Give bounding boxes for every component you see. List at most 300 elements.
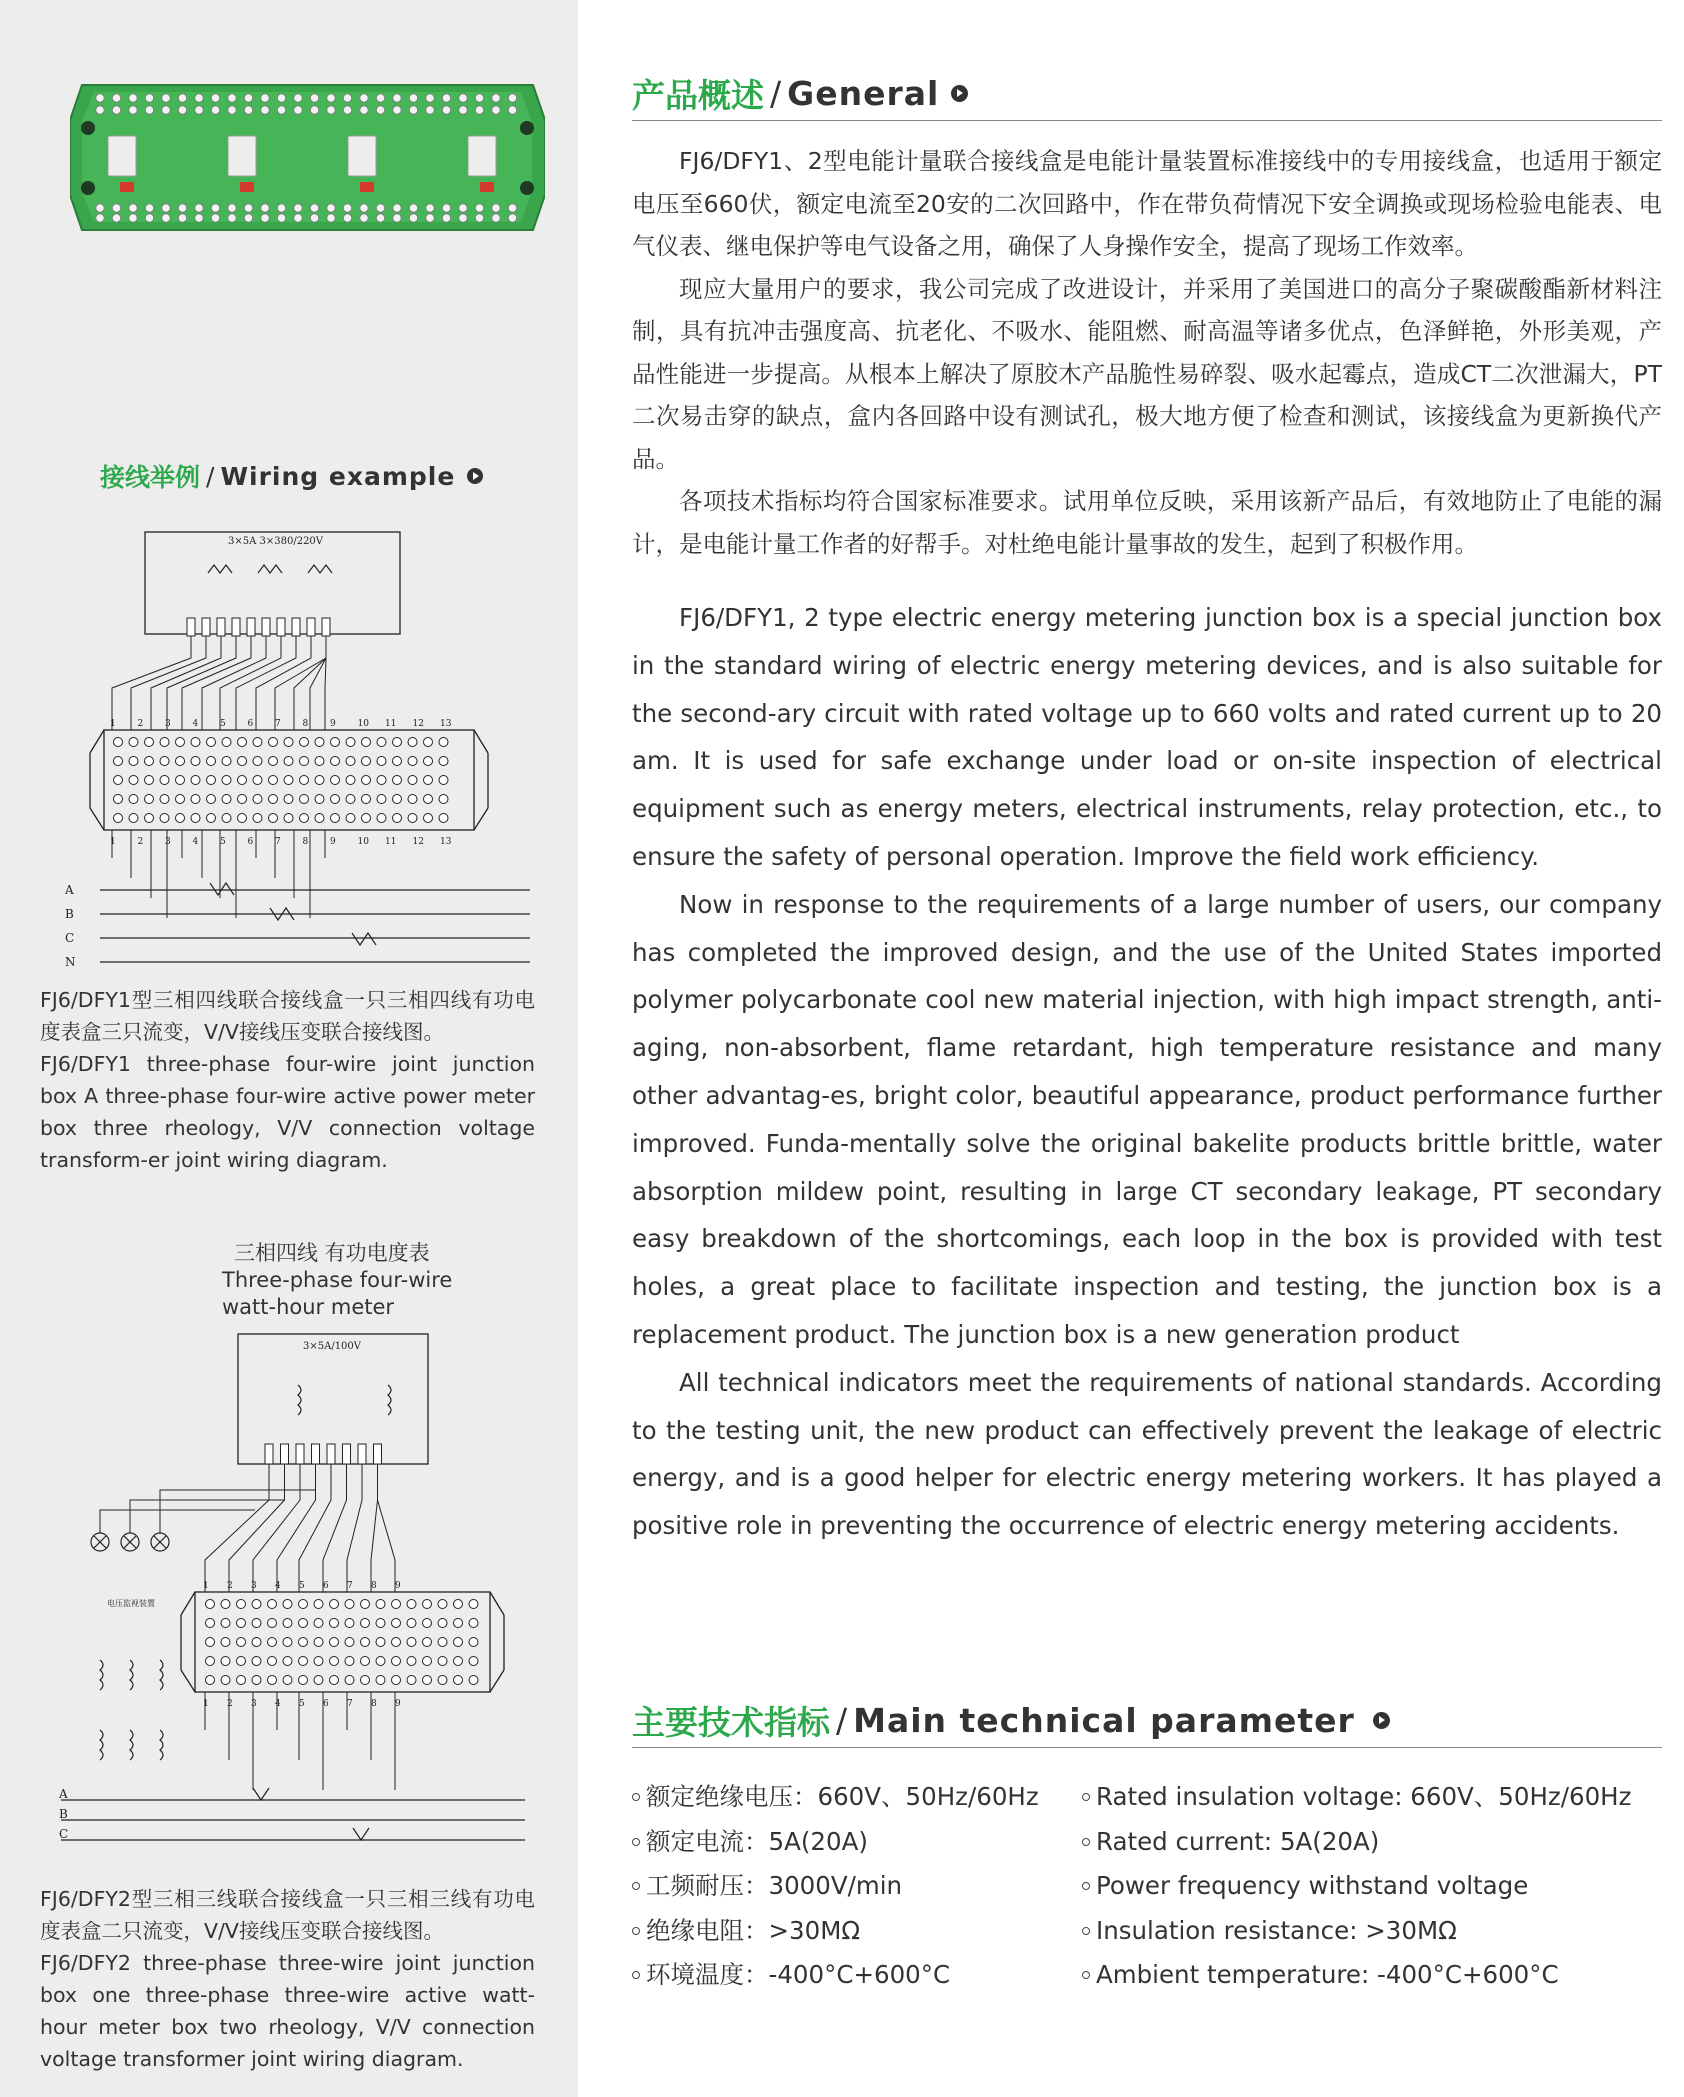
terminal-hole <box>129 757 138 766</box>
terminal-hole <box>253 795 262 804</box>
meter-terminals-2 <box>265 1444 382 1464</box>
terminal-hole <box>145 738 154 747</box>
param-cn-item <box>632 1775 1039 1820</box>
terminal-hole <box>377 814 386 823</box>
product-photo-junction-box <box>70 70 545 245</box>
screw-dot <box>178 214 186 222</box>
param-en-text: Insulation resistance: >30MΩ <box>1096 1915 1457 1945</box>
screw-dot <box>261 204 269 212</box>
parameter-divider <box>632 1747 1662 1748</box>
terminal-hole <box>314 1619 323 1628</box>
terminal-number: 7 <box>347 1699 353 1709</box>
terminal-hole <box>299 1638 308 1647</box>
screw-dot <box>310 214 318 222</box>
screw-dot <box>261 214 269 222</box>
terminal-hole <box>393 738 402 747</box>
terminal-hole <box>424 776 433 785</box>
terminal-hole <box>191 738 200 747</box>
screw-dot <box>162 106 170 114</box>
terminal-number: 2 <box>227 1699 233 1709</box>
terminal-holes <box>114 738 449 823</box>
terminal-hole <box>377 795 386 804</box>
terminal-hole <box>331 814 340 823</box>
meter-terminal <box>374 1444 382 1464</box>
terminal-hole <box>408 757 417 766</box>
terminal-hole <box>300 795 309 804</box>
bullet-icon <box>1082 1971 1090 1979</box>
terminal-hole <box>253 814 262 823</box>
terminal-hole <box>423 1600 432 1609</box>
caption-diagram-1 <box>40 984 535 1176</box>
screw-dot <box>442 106 450 114</box>
terminal-number: 3 <box>165 837 171 847</box>
terminal-hole <box>160 757 169 766</box>
terminal-hole <box>299 1600 308 1609</box>
terminal-hole <box>346 738 355 747</box>
screw-dot <box>112 94 120 102</box>
terminal-hole <box>207 795 216 804</box>
screw-dot <box>442 204 450 212</box>
wire <box>347 1464 362 1592</box>
screw-dot <box>376 94 384 102</box>
terminal-hole <box>176 795 185 804</box>
terminal-numbers-top <box>110 719 452 729</box>
screw-dot <box>508 214 516 222</box>
screw-dot <box>442 94 450 102</box>
terminal-hole <box>439 776 448 785</box>
parameter-heading-separator: / <box>836 1701 848 1740</box>
terminal-hole <box>361 1657 370 1666</box>
terminal-hole <box>269 814 278 823</box>
phase-label-b-2: B <box>59 1807 68 1821</box>
terminal-number: 6 <box>247 719 254 729</box>
meter-terminals <box>187 618 330 636</box>
general-heading-separator: / <box>770 74 782 113</box>
screw-dot <box>244 204 252 212</box>
terminal-hole <box>469 1600 478 1609</box>
screw-dot <box>211 214 219 222</box>
meter-terminal <box>292 618 300 636</box>
screw-dot <box>409 94 417 102</box>
terminal-hole <box>206 1676 215 1685</box>
terminal-hole <box>362 814 371 823</box>
screw-dot <box>343 106 351 114</box>
terminal-number: 2 <box>137 837 144 847</box>
bullet-icon <box>1082 1838 1090 1846</box>
voltage-monitor-label: 电压监视装置 <box>107 1599 155 1608</box>
wire <box>310 636 326 730</box>
screw-dot <box>211 106 219 114</box>
terminal-hole <box>438 1657 447 1666</box>
terminal-hole <box>114 738 123 747</box>
terminal-hole <box>345 1619 354 1628</box>
wire <box>325 636 326 730</box>
screw-dot <box>475 204 483 212</box>
terminal-hole <box>424 757 433 766</box>
screw-dot <box>393 204 401 212</box>
terminal-hole <box>393 795 402 804</box>
terminal-hole <box>315 757 324 766</box>
terminal-number: 4 <box>275 1581 281 1591</box>
terminal-number: 9 <box>330 719 336 729</box>
terminal-hole <box>393 776 402 785</box>
terminal-number: 4 <box>192 719 199 729</box>
terminal-hole <box>269 776 278 785</box>
play-arrow-icon <box>467 468 483 484</box>
screw-dot <box>96 106 104 114</box>
screw-dot <box>459 204 467 212</box>
terminal-hole <box>407 1619 416 1628</box>
terminal-hole <box>330 1657 339 1666</box>
screw-dot <box>376 106 384 114</box>
bullet-icon <box>1082 1793 1090 1801</box>
terminal-hole <box>222 814 231 823</box>
terminal-hole <box>129 776 138 785</box>
terminal-hole <box>469 1638 478 1647</box>
terminal-hole <box>284 738 293 747</box>
general-text-en <box>632 594 1662 1550</box>
screw-dot <box>327 214 335 222</box>
param-en-item <box>1082 1864 1631 1909</box>
terminal-hole <box>362 757 371 766</box>
terminal-hole <box>283 1676 292 1685</box>
terminal-number: 5 <box>220 719 226 729</box>
screw-dot <box>178 94 186 102</box>
terminal-hole <box>114 814 123 823</box>
terminal-number: 5 <box>299 1581 305 1591</box>
terminal-hole <box>331 776 340 785</box>
meter-terminal <box>343 1444 351 1464</box>
terminal-hole <box>253 757 262 766</box>
terminal-hole <box>469 1676 478 1685</box>
terminal-hole <box>300 757 309 766</box>
bullet-icon <box>632 1927 640 1935</box>
terminal-number: 2 <box>137 719 144 729</box>
terminal-number: 5 <box>220 837 226 847</box>
terminal-hole <box>253 738 262 747</box>
meter-terminal <box>281 1444 289 1464</box>
terminal-hole <box>221 1600 230 1609</box>
terminal-hole <box>439 738 448 747</box>
terminal-hole <box>376 1676 385 1685</box>
terminal-hole <box>283 1619 292 1628</box>
terminal-hole <box>361 1638 370 1647</box>
terminal-hole <box>314 1657 323 1666</box>
caption-2-en: FJ6/DFY2 three-phase three-wire joint junction box one three-phase three-wire active watt-hour meter box two rheology, V/V connection voltage transformer joint wiring diagram. <box>40 1951 535 2071</box>
terminal-number: 8 <box>302 719 309 729</box>
wire <box>275 636 326 730</box>
parameter-list-en <box>1082 1775 1631 1998</box>
screw-dot <box>376 214 384 222</box>
terminal-hole <box>315 776 324 785</box>
screw-dot <box>228 204 236 212</box>
terminal-hole <box>376 1657 385 1666</box>
param-en-text: Ambient temperature: -400°C+600°C <box>1096 1960 1559 1989</box>
screw-dot <box>277 204 285 212</box>
meter-terminal <box>217 618 225 636</box>
screw-dot <box>343 204 351 212</box>
terminal-hole <box>408 814 417 823</box>
terminal-hole <box>252 1657 261 1666</box>
wiring-example-heading <box>100 458 483 494</box>
meter-label-2-cn: 三相四线 有功电度表 <box>234 1241 430 1265</box>
screw-dot <box>360 94 368 102</box>
screw-dot <box>145 94 153 102</box>
terminal-hole <box>361 1619 370 1628</box>
terminal-number: 6 <box>247 837 254 847</box>
bullet-icon <box>1082 1882 1090 1890</box>
screw-dot <box>261 106 269 114</box>
terminal-hole <box>407 1676 416 1685</box>
terminal-hole <box>252 1619 261 1628</box>
param-en-text: Rated current: 5A(20A) <box>1096 1826 1380 1856</box>
bullet-icon <box>632 1882 640 1890</box>
terminal-hole <box>253 776 262 785</box>
general-cn-paragraph-1: FJ6/DFY1、2型电能计量联合接线盒是电能计量装置标准接线中的专用接线盒，也适用于额定电压至660伏，额定电流至20安的二次回路中，作在带负荷情况下安全调换或现场检验电能表、电气仪表、继电保护等电气设备之用，确保了人身操作安全，提高了现场工作效率。 <box>632 147 1662 260</box>
general-cn-paragraph-3: 各项技术指标均符合国家标准要求。试用单位反映，采用该新产品后，有效地防止了电能的漏计，是电能计量工作者的好帮手。对杜绝电能计量事故的发生，起到了积极作用。 <box>632 487 1662 558</box>
terminal-hole <box>377 776 386 785</box>
terminal-hole <box>392 1676 401 1685</box>
terminal-hole <box>314 1600 323 1609</box>
terminal-hole <box>222 795 231 804</box>
meter-terminal <box>307 618 315 636</box>
param-en-item <box>1082 1953 1631 1998</box>
terminal-hole <box>300 738 309 747</box>
terminal-hole <box>315 795 324 804</box>
terminal-holes-2 <box>206 1600 479 1685</box>
terminal-hole <box>252 1676 261 1685</box>
terminal-hole <box>237 1600 246 1609</box>
terminal-hole <box>423 1657 432 1666</box>
play-arrow-icon <box>951 85 968 102</box>
terminal-hole <box>454 1600 463 1609</box>
screw-dot <box>129 94 137 102</box>
wiring-heading-separator: / <box>206 461 215 491</box>
param-cn-text: 额定电流：5A(20A) <box>646 1826 868 1856</box>
terminal-hole <box>392 1600 401 1609</box>
wire <box>205 1464 269 1592</box>
terminal-hole <box>469 1619 478 1628</box>
caption-2-cn: FJ6/DFY2型三相三线联合接线盒一只三相三线有功电度表盒二只流变，V/V接线压变联合接线图。 <box>40 1887 535 1943</box>
terminal-number: 13 <box>440 837 452 847</box>
screw-dot <box>492 204 500 212</box>
terminal-hole <box>237 1676 246 1685</box>
screw-dot <box>162 204 170 212</box>
terminal-number: 11 <box>385 837 397 847</box>
parameter-heading-en: Main technical parameter <box>853 1701 1355 1740</box>
terminal-number: 8 <box>302 837 309 847</box>
terminal-hole <box>376 1638 385 1647</box>
screw-dot <box>492 94 500 102</box>
caption-1-en: FJ6/DFY1 three-phase four-wire joint junction box A three-phase four-wire active power meter box three rheology, V/V connection voltage transform-er joint wiring diagram. <box>40 1052 535 1172</box>
screw-dot <box>162 94 170 102</box>
param-cn-item <box>632 1909 1039 1954</box>
terminal-number: 8 <box>371 1581 377 1591</box>
bullet-icon <box>1082 1927 1090 1935</box>
screw-dot <box>508 94 516 102</box>
terminal-hole <box>377 757 386 766</box>
screw-dot <box>244 94 252 102</box>
terminal-number: 5 <box>299 1699 305 1709</box>
meter-terminal <box>312 1444 320 1464</box>
screw-dot <box>277 106 285 114</box>
terminal-number: 7 <box>347 1581 353 1591</box>
terminal-hole <box>315 814 324 823</box>
general-cn-paragraph-2: 现应大量用户的要求，我公司完成了改进设计，并采用了美国进口的高分子聚碳酸酯新材料注制，具有抗冲击强度高、抗老化、不吸水、能阻燃、耐高温等诸多优点，色泽鲜艳，外形美观，产品性能进一步提高。从根本上解决了原胶木产品脆性易碎裂、吸水起霉点，造成CT二次泄漏大，PT二次易击穿的缺点，盒内各回路中设有测试孔，极大地方便了检查和测试，该接线盒为更新换代产品。 <box>632 274 1662 473</box>
terminal-hole <box>424 795 433 804</box>
screw-dot <box>409 214 417 222</box>
terminal-hole <box>361 1676 370 1685</box>
terminal-hole <box>330 1619 339 1628</box>
terminal-number: 4 <box>192 837 199 847</box>
terminal-number: 9 <box>330 837 336 847</box>
terminal-hole <box>393 814 402 823</box>
terminal-hole <box>423 1638 432 1647</box>
screw-dot <box>360 204 368 212</box>
terminal-number: 3 <box>251 1581 257 1591</box>
terminal-number: 2 <box>227 1581 233 1591</box>
terminal-hole <box>176 814 185 823</box>
screw-dot <box>162 214 170 222</box>
terminal-hole <box>114 776 123 785</box>
terminal-hole <box>439 757 448 766</box>
terminal-hole <box>299 1619 308 1628</box>
screw-dot <box>178 106 186 114</box>
screw-dot <box>508 106 516 114</box>
terminal-hole <box>314 1638 323 1647</box>
terminal-hole <box>393 757 402 766</box>
terminal-hole <box>330 1600 339 1609</box>
terminal-hole <box>454 1657 463 1666</box>
terminal-hole <box>362 738 371 747</box>
terminal-hole <box>221 1657 230 1666</box>
param-en-item <box>1082 1775 1631 1820</box>
terminal-hole <box>238 738 247 747</box>
screw-dot <box>426 94 434 102</box>
phase-label-c: C <box>65 931 75 945</box>
terminal-hole <box>206 1619 215 1628</box>
screw-dot <box>508 204 516 212</box>
terminal-hole <box>284 757 293 766</box>
terminal-number: 1 <box>203 1699 209 1709</box>
screw-dot <box>409 204 417 212</box>
terminal-hole <box>361 1600 370 1609</box>
screw-dot <box>492 214 500 222</box>
terminal-hole <box>408 776 417 785</box>
screw-dot <box>244 106 252 114</box>
meter-terminal <box>232 618 240 636</box>
screw-dot <box>145 204 153 212</box>
terminal-hole <box>238 776 247 785</box>
terminal-hole <box>299 1657 308 1666</box>
terminal-hole <box>423 1676 432 1685</box>
screw-dot <box>409 106 417 114</box>
terminal-hole <box>300 814 309 823</box>
phase-label-c-2: C <box>59 1827 69 1841</box>
terminal-hole <box>222 738 231 747</box>
terminal-hole <box>237 1638 246 1647</box>
wiring-diagram-2 <box>55 1330 535 1855</box>
terminal-hole <box>206 1657 215 1666</box>
screw-dot <box>112 106 120 114</box>
terminal-number: 8 <box>371 1699 377 1709</box>
terminal-hole <box>222 757 231 766</box>
screw-dot <box>228 106 236 114</box>
terminal-hole <box>160 795 169 804</box>
terminal-hole <box>439 795 448 804</box>
wire <box>160 1490 315 1533</box>
wire <box>151 636 221 730</box>
terminal-hole <box>299 1676 308 1685</box>
terminal-hole <box>283 1657 292 1666</box>
terminal-number: 1 <box>110 837 116 847</box>
bullet-icon <box>632 1971 640 1979</box>
terminal-hole <box>346 795 355 804</box>
screw-dot <box>459 106 467 114</box>
screw-dot <box>261 94 269 102</box>
terminal-hole <box>268 1619 277 1628</box>
terminal-hole <box>207 757 216 766</box>
terminal-number: 4 <box>275 1699 281 1709</box>
terminal-hole <box>207 738 216 747</box>
terminal-hole <box>129 795 138 804</box>
screw-dot <box>393 106 401 114</box>
caption-diagram-2 <box>40 1883 535 2075</box>
screw-dot <box>228 214 236 222</box>
screw-dot <box>211 94 219 102</box>
meter-terminal <box>202 618 210 636</box>
meter-terminal <box>327 1444 335 1464</box>
terminal-hole <box>454 1676 463 1685</box>
screw-dot <box>459 94 467 102</box>
terminal-hole <box>269 738 278 747</box>
terminal-hole <box>284 776 293 785</box>
screw-dot <box>475 214 483 222</box>
terminal-hole <box>376 1600 385 1609</box>
terminal-hole <box>145 757 154 766</box>
screw-dot <box>343 94 351 102</box>
terminal-hole <box>160 814 169 823</box>
terminal-hole <box>315 738 324 747</box>
terminal-hole <box>207 776 216 785</box>
screw-dot <box>178 204 186 212</box>
screw-dot <box>360 214 368 222</box>
terminal-hole <box>346 814 355 823</box>
terminal-hole <box>284 795 293 804</box>
screw-dot <box>294 214 302 222</box>
parameter-heading <box>632 1697 1390 1744</box>
terminal-hole <box>346 776 355 785</box>
terminal-hole <box>176 738 185 747</box>
wire <box>323 1464 347 1592</box>
terminal-hole <box>252 1638 261 1647</box>
connection-wires <box>112 636 326 918</box>
terminal-hole <box>160 738 169 747</box>
terminal-number: 6 <box>323 1581 329 1591</box>
terminal-number: 12 <box>412 719 424 729</box>
phase-label-n: N <box>65 955 76 969</box>
general-heading <box>632 70 968 117</box>
screw-dot <box>343 214 351 222</box>
parameter-heading-cn: 主要技术指标 <box>632 1703 830 1742</box>
terminal-number: 11 <box>385 719 397 729</box>
terminal-hole <box>407 1657 416 1666</box>
terminal-hole <box>284 814 293 823</box>
param-en-item <box>1082 1909 1631 1954</box>
screw-dot <box>327 204 335 212</box>
terminal-hole <box>237 1619 246 1628</box>
screw-dot <box>112 204 120 212</box>
